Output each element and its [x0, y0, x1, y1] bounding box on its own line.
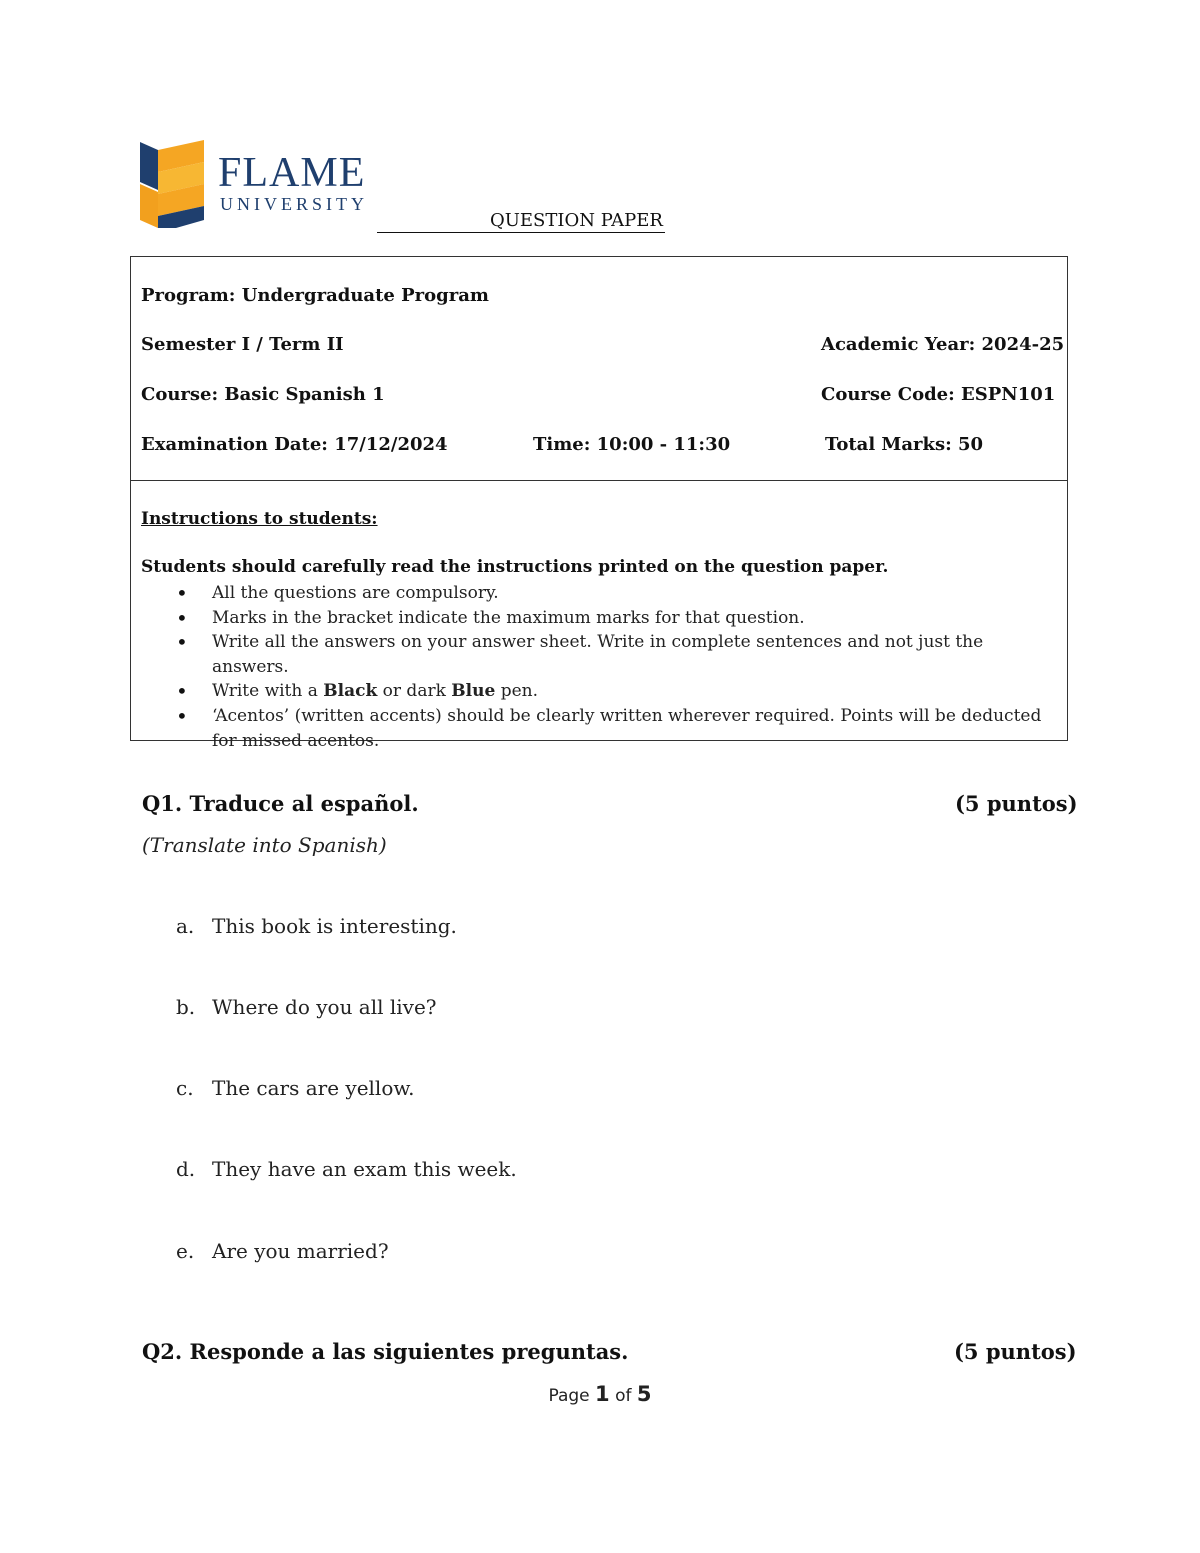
- page-word: Page: [548, 1386, 590, 1406]
- page-number: [0, 1382, 1200, 1406]
- question-2-marks: (5 puntos): [954, 1339, 1077, 1364]
- item-text: Where do you all live?: [212, 995, 437, 1019]
- pen-blue: Blue: [451, 681, 496, 702]
- academic-year-field: Academic Year: 2024-25: [821, 334, 1065, 355]
- current-page: 1: [595, 1382, 610, 1406]
- instructions-box: [130, 480, 1068, 751]
- list-item: [176, 995, 437, 1019]
- time-field: Time: 10:00 - 11:30: [533, 434, 731, 455]
- pen-text-pre: Write with a: [212, 681, 324, 702]
- flame-emblem-icon: [140, 140, 210, 230]
- item-text: The cars are yellow.: [212, 1076, 415, 1100]
- item-letter: a.: [176, 914, 195, 938]
- list-item: [176, 1239, 389, 1263]
- course-field: Course: Basic Spanish 1: [141, 384, 385, 405]
- question-1-title: Q1. Traduce al español.: [142, 791, 419, 816]
- total-pages: 5: [636, 1382, 652, 1406]
- semester-field: Semester I / Term II: [141, 334, 344, 355]
- instruction-item: • Write all the answers on your answer sheet. Write in complete sentences and not just the answers.: [141, 630, 1061, 679]
- page-title: QUESTION PAPER: [377, 210, 665, 233]
- question-2-title: Q2. Responde a las siguientes preguntas.: [142, 1339, 629, 1364]
- exam-details-box: [130, 256, 1068, 481]
- program-field: Program: Undergraduate Program: [141, 285, 489, 306]
- instructions-list: [141, 581, 1061, 753]
- item-text: Are you married?: [212, 1239, 389, 1263]
- question-1-marks: (5 puntos): [955, 791, 1078, 816]
- instructions-lead: Students should carefully read the instructions printed on the question paper.: [141, 557, 889, 577]
- instruction-item: • ‘Acentos’ (written accents) should be clearly written wherever required. Points will be deducted for missed acentos.: [141, 704, 1061, 753]
- list-item: [176, 1157, 517, 1181]
- list-item: [176, 1076, 414, 1100]
- item-letter: d.: [176, 1157, 196, 1181]
- item-text: This book is interesting.: [212, 914, 457, 938]
- of-word: of: [615, 1386, 632, 1406]
- university-logo: [140, 140, 380, 232]
- logo-wordmark: FLAME: [218, 150, 366, 196]
- exam-date-field: Examination Date: 17/12/2024: [141, 434, 448, 455]
- pen-black: Black: [323, 681, 378, 702]
- instruction-item-pen: [141, 679, 1061, 704]
- instruction-item: • All the questions are compulsory.: [141, 581, 1061, 606]
- instruction-item: • Marks in the bracket indicate the maximum marks for that question.: [141, 606, 1061, 631]
- logo-subtitle: UNIVERSITY: [220, 194, 368, 214]
- item-text: They have an exam this week.: [212, 1157, 517, 1181]
- list-item: [176, 914, 457, 938]
- course-code-field: Course Code: ESPN101: [821, 384, 1056, 405]
- total-marks-field: Total Marks: 50: [825, 434, 984, 455]
- question-1-subtitle: (Translate into Spanish): [142, 833, 387, 857]
- instructions-heading: Instructions to students:: [141, 509, 378, 529]
- item-letter: e.: [176, 1239, 195, 1263]
- pen-text-post: pen.: [495, 681, 539, 702]
- item-letter: c.: [176, 1076, 194, 1100]
- pen-text-mid: or dark: [377, 681, 452, 702]
- item-letter: b.: [176, 995, 196, 1019]
